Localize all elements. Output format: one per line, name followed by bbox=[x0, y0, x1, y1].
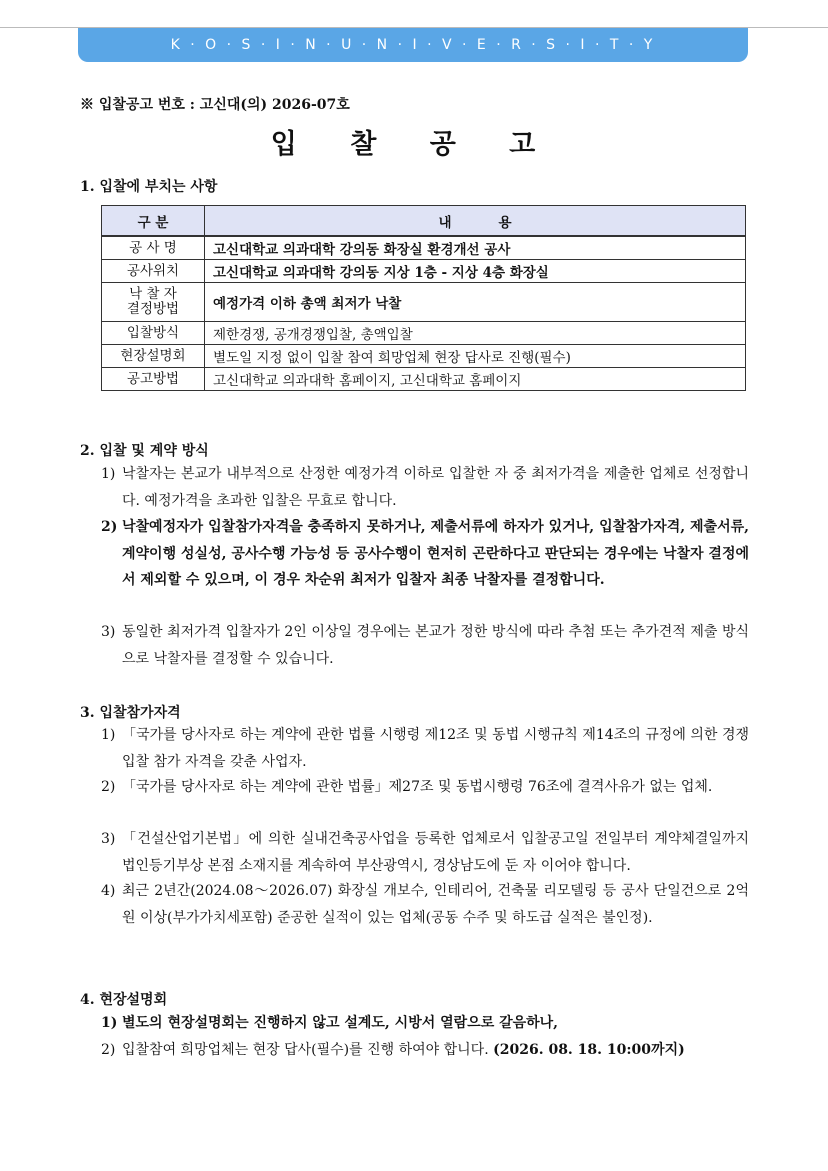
row-value: 고신대학교 의과대학 홈페이지, 고신대학교 홈페이지 bbox=[205, 368, 746, 391]
table-header-content: 내 용 bbox=[205, 206, 746, 237]
table-row bbox=[102, 283, 746, 322]
item-number: 3) bbox=[101, 624, 116, 640]
list-item bbox=[101, 619, 749, 672]
list-item bbox=[101, 1010, 749, 1037]
item-number: 1) bbox=[101, 1015, 118, 1031]
university-banner: K · O · S · I · N · U · N · I · V · E · R · S · I · T · Y bbox=[78, 28, 748, 62]
table-header-category: 구 분 bbox=[102, 206, 205, 237]
item-number: 2) bbox=[101, 779, 116, 795]
row-value: 별도일 지정 없이 입찰 참여 희망업체 현장 답사로 진행(필수) bbox=[205, 345, 746, 368]
page-title: 입 찰 공 고 bbox=[270, 129, 558, 160]
table-row bbox=[102, 368, 746, 391]
item-text-wrap bbox=[101, 1037, 749, 1064]
table-row bbox=[102, 260, 746, 283]
list-item bbox=[101, 1037, 749, 1064]
notice-number: ※ 입찰공고 번호 : 고신대(의) 2026-07호 bbox=[80, 97, 350, 113]
item-text: 동일한 최저가격 입찰자가 2인 이상일 경우에는 본교가 정한 방식에 따라 추첨 또는 추가견적 제출 방식으로 낙찰자를 결정할 수 있습니다. bbox=[122, 624, 749, 667]
table-row bbox=[102, 345, 746, 368]
row-value: 예정가격 이하 총액 최저가 낙찰 bbox=[205, 283, 746, 322]
row-value: 제한경쟁, 공개경쟁입찰, 총액입찰 bbox=[205, 322, 746, 345]
row-key: 입찰방식 bbox=[102, 322, 205, 345]
row-key: 공 사 명 bbox=[102, 236, 205, 260]
item-text: 낙찰예정자가 입찰참가자격을 충족하지 못하거나, 제출서류에 하자가 있거나, 입찰참가자격, 제출서류, 계약이행 성실성, 공사수행 가능성 등 공사수행이 현저히 곤란하다고 판단되는 경우에는 낙찰자 결정에서 제외할 수 있으며, 이 경우 차순위 최저가 입찰자 최종 낙찰자를 결정합니다. bbox=[122, 519, 749, 588]
list-item bbox=[101, 461, 749, 514]
item-number: 3) bbox=[101, 831, 116, 847]
table-header-row bbox=[102, 206, 746, 237]
row-value: 고신대학교 의과대학 강의동 지상 1층 - 지상 4층 화장실 bbox=[205, 260, 746, 283]
list-item bbox=[101, 878, 749, 931]
section-1-heading: 1. 입찰에 부치는 사항 bbox=[80, 179, 218, 195]
row-key: 공사위치 bbox=[102, 260, 205, 283]
table-row bbox=[102, 236, 746, 260]
item-number: 1) bbox=[101, 727, 116, 743]
deadline-emphasis: (2026. 08. 18. 10:00까지) bbox=[493, 1042, 685, 1058]
row-key: 현장설명회 bbox=[102, 345, 205, 368]
section-2-heading: 2. 입찰 및 계약 방식 bbox=[80, 443, 209, 459]
item-text: 최근 2년간(2024.08～2026.07) 화장실 개보수, 인테리어, 건축물 리모델링 등 공사 단일건으로 2억원 이상(부가가치세포함) 준공한 실적이 있는 업체(공동 수주 및 하도급 실적은 불인정). bbox=[122, 883, 749, 926]
item-text: 입찰참여 희망업체는 현장 답사(필수)를 진행 하여야 합니다. bbox=[122, 1042, 489, 1058]
list-item bbox=[101, 774, 749, 801]
item-text: 「건설산업기본법」에 의한 실내건축공사업을 등록한 업체로서 입찰공고일 전일부터 계약체결일까지 법인등기부상 본점 소재지를 계속하여 부산광역시, 경상남도에 둔 자 이어야 합니다. bbox=[122, 831, 749, 874]
item-number: 4) bbox=[101, 883, 116, 899]
list-item bbox=[101, 826, 749, 879]
row-key: 공고방법 bbox=[102, 368, 205, 391]
item-text: 「국가를 당사자로 하는 계약에 관한 법률」제27조 및 동법시행령 76조에 결격사유가 없는 업체. bbox=[122, 779, 713, 795]
item-text: 「국가를 당사자로 하는 계약에 관한 법률 시행령 제12조 및 동법 시행규칙 제14조의 규정에 의한 경쟁입찰 참가 자격을 갖춘 사업자. bbox=[122, 727, 749, 770]
list-item bbox=[101, 722, 749, 775]
item-number: 2) bbox=[101, 519, 118, 535]
item-number: 1) bbox=[101, 466, 116, 482]
item-text: 별도의 현장설명회는 진행하지 않고 설계도, 시방서 열람으로 갈음하나, bbox=[122, 1015, 559, 1031]
row-value: 고신대학교 의과대학 강의동 화장실 환경개선 공사 bbox=[205, 236, 746, 260]
item-number: 2) bbox=[101, 1042, 116, 1058]
list-item bbox=[101, 514, 749, 594]
section-4-heading: 4. 현장설명회 bbox=[80, 992, 168, 1008]
section-3-heading: 3. 입찰참가자격 bbox=[80, 705, 181, 721]
item-text: 낙찰자는 본교가 내부적으로 산정한 예정가격 이하로 입찰한 자 중 최저가격을 제출한 업체로 선정합니다. 예정가격을 초과한 입찰은 무효로 합니다. bbox=[122, 466, 749, 509]
bid-info-table bbox=[101, 205, 746, 391]
row-key: 낙 찰 자 결정방법 bbox=[102, 283, 205, 322]
table-row bbox=[102, 322, 746, 345]
